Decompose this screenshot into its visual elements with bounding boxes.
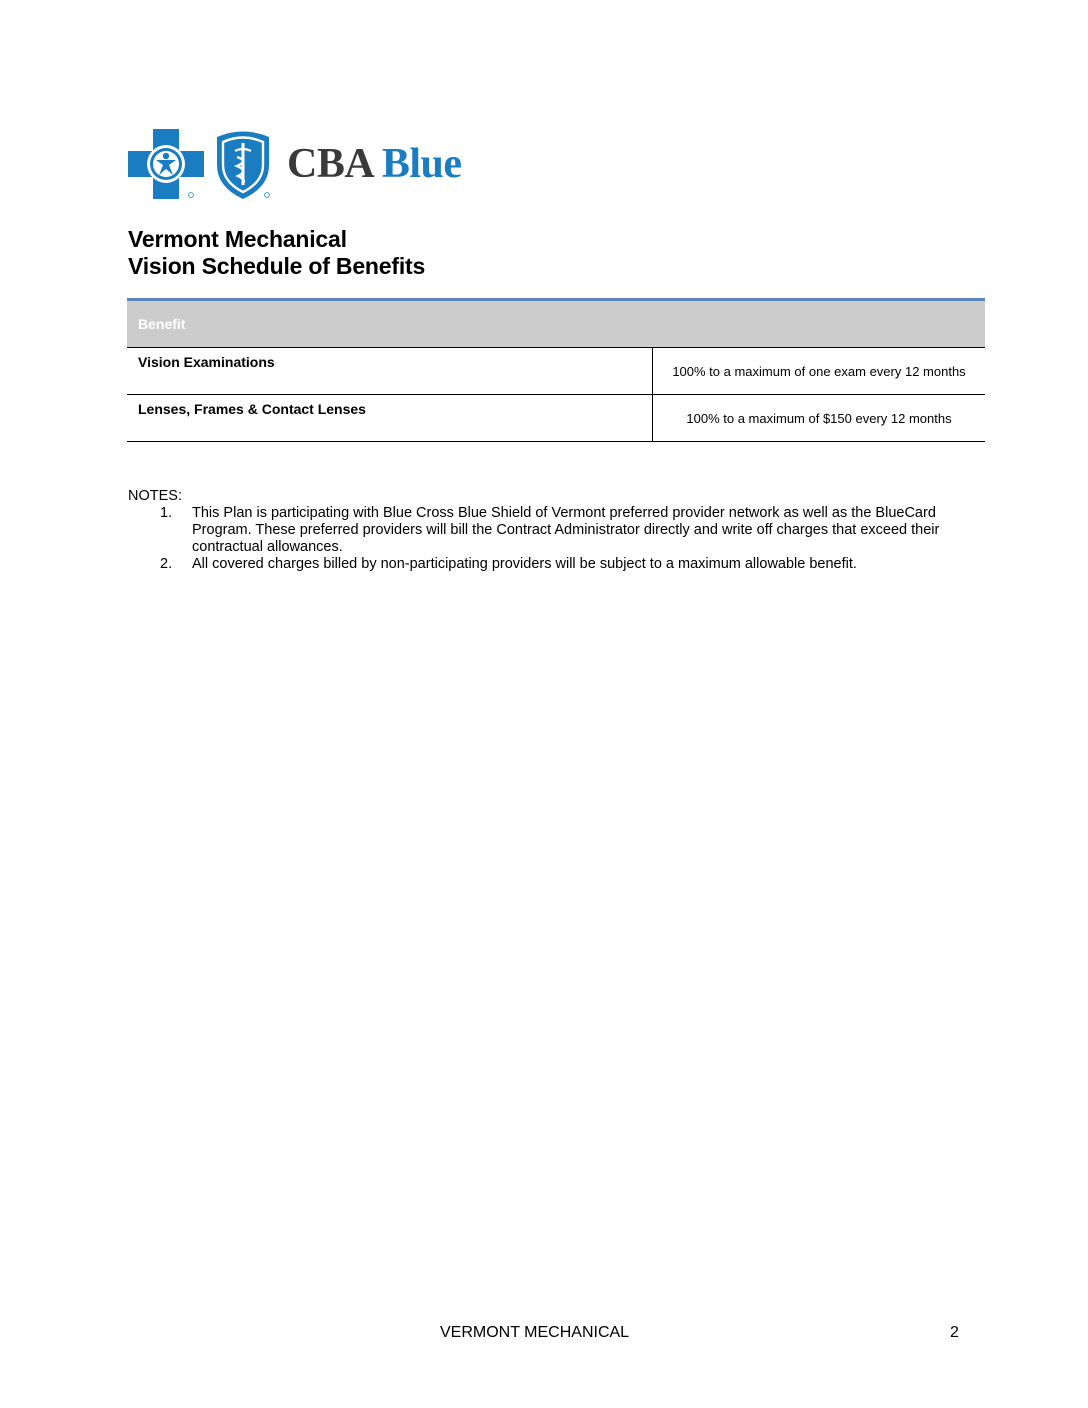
table-row bbox=[127, 348, 985, 395]
benefits-table-header-row bbox=[127, 300, 985, 348]
note-number: 1. bbox=[160, 505, 173, 521]
note-text: This Plan is participating with Blue Cross Blue Shield of Vermont preferred provider network as well as the BlueCard Program. These preferred providers will bill the Contract Administrator directly and write off charges that exceed their contractual allowances. bbox=[192, 505, 940, 555]
blue-cross-icon bbox=[128, 129, 204, 199]
note-number: 2. bbox=[160, 556, 173, 572]
title-line-1: Vermont Mechanical bbox=[128, 226, 347, 252]
logo-wordmark bbox=[287, 143, 462, 185]
notes-section bbox=[128, 488, 968, 573]
benefit-name: Lenses, Frames & Contact Lenses bbox=[127, 395, 653, 442]
cba-blue-logo bbox=[128, 128, 462, 200]
benefit-name: Vision Examinations bbox=[127, 348, 653, 395]
footer-title: VERMONT MECHANICAL bbox=[440, 1324, 630, 1341]
benefits-table bbox=[127, 298, 985, 442]
table-row bbox=[127, 395, 985, 442]
list-item bbox=[128, 505, 968, 556]
benefit-value: 100% to a maximum of $150 every 12 months bbox=[653, 395, 986, 442]
document-title bbox=[128, 226, 425, 280]
notes-list bbox=[128, 505, 968, 573]
list-item bbox=[128, 556, 968, 573]
title-line-2: Vision Schedule of Benefits bbox=[128, 253, 426, 279]
page-number: 2 bbox=[950, 1324, 959, 1341]
benefit-column-header: Benefit bbox=[127, 300, 985, 348]
logo-blue-text: Blue bbox=[381, 141, 462, 187]
note-text: All covered charges billed by non-participating providers will be subject to a maximum allowable benefit. bbox=[192, 556, 857, 572]
blue-shield-icon bbox=[213, 129, 273, 199]
benefit-value: 100% to a maximum of one exam every 12 months bbox=[653, 348, 986, 395]
logo-cba-text: CBA bbox=[287, 141, 372, 187]
notes-label: NOTES: bbox=[128, 488, 182, 504]
